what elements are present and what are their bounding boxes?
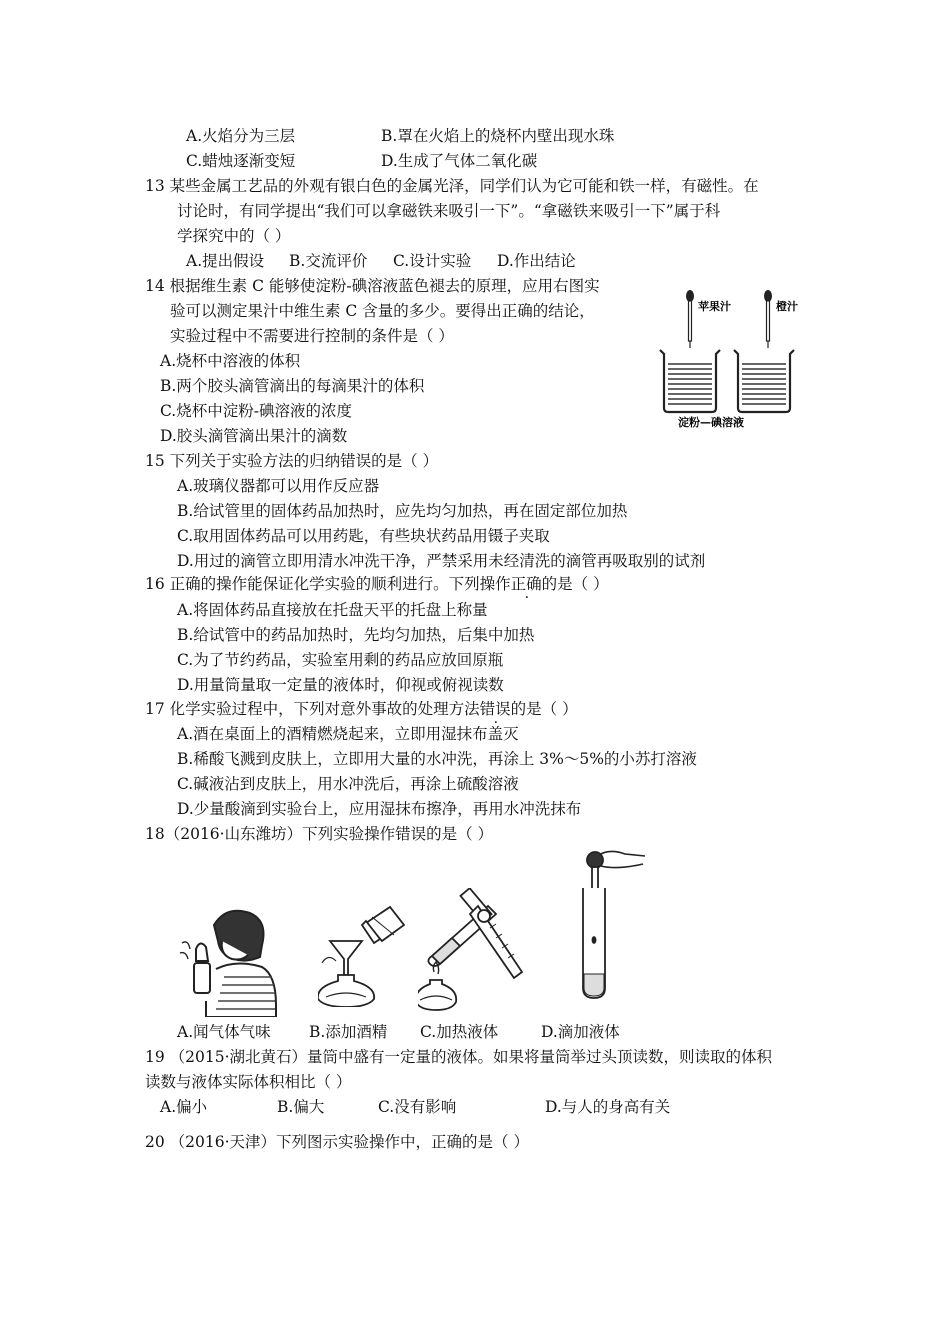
q16-option-c: C.为了节约药品，实验室用剩的药品应放回原瓶 xyxy=(177,651,504,669)
q19-option-b: B.偏大 xyxy=(277,1098,325,1116)
q16-stem-end: 的是（ ） xyxy=(541,575,609,593)
q14-option-a: A.烧杯中溶液的体积 xyxy=(160,352,301,370)
funnel-icon xyxy=(330,941,362,975)
q19-option-a: A.偏小 xyxy=(160,1098,208,1116)
q15-option-c: C.取用固体药品可以用药匙，有些块状药品用镊子夹取 xyxy=(177,527,550,545)
q14-beaker-figure xyxy=(652,282,812,432)
q17-option-a: A.酒在桌面上的酒精燃烧起来，立即用湿抹布盖灭 xyxy=(177,725,519,743)
q18-figure-c-heat-liquid xyxy=(418,888,528,1013)
q18-figure-d-drop-liquid xyxy=(565,848,645,1000)
q16-option-b: B.给试管中的药品加热时，先均匀加热，后集中加热 xyxy=(177,626,535,644)
q19-stem-line1: 19 （2015·湖北黄石）量筒中盛有一定量的液体。如果将量筒举过头顶读数，则读取的体积 xyxy=(145,1048,773,1066)
person-icon xyxy=(180,911,276,1017)
dropper-icon xyxy=(686,290,694,348)
q18-option-b: B.添加酒精 xyxy=(309,1023,388,1041)
hand-icon xyxy=(597,851,645,867)
alcohol-lamp-icon xyxy=(418,962,456,1010)
bottle-icon xyxy=(362,907,404,943)
q12-option-b: B.罩在火焰上的烧杯内壁出现水珠 xyxy=(381,127,615,145)
q17-stem-text: 17 化学实验过程中，下列对意外事故的处理方法 xyxy=(145,700,480,718)
beaker-icon xyxy=(734,350,794,412)
q17-option-b: B.稀酸飞溅到皮肤上，立即用大量的水冲洗，再涂上 3%～5%的小苏打溶液 xyxy=(177,750,697,768)
q18-option-c: C.加热液体 xyxy=(420,1023,499,1041)
q19-stem-line2: 读数与液体实际体积相比（ ） xyxy=(145,1073,352,1091)
q14-option-d: D.胶头滴管滴出果汁的滴数 xyxy=(160,427,348,445)
fig-label-starch-iodine: 淀粉—碘溶液 xyxy=(678,416,744,429)
q12-option-c: C.蜡烛逐渐变短 xyxy=(186,152,296,170)
q13-stem-line1: 13 某些金属工艺品的外观有银白色的金属光泽，同学们认为它可能和铁一样，有磁性。在 xyxy=(145,177,759,195)
q14-stem-line3: 实验过程中不需要进行控制的条件是（ ） xyxy=(170,327,454,345)
q15-option-a: A.玻璃仪器都可以用作反应器 xyxy=(177,477,380,495)
q15-option-b: B.给试管里的固体药品加热时，应先均匀加热，再在固定部位加热 xyxy=(177,502,628,520)
q15-stem: 15 下列关于实验方法的归纳错误的是（ ） xyxy=(145,452,439,470)
q13-option-c: C.设计实验 xyxy=(393,252,472,270)
q13-stem-line2: 讨论时，有同学提出“我们可以拿磁铁来吸引一下”。“拿磁铁来吸引一下”属于科 xyxy=(177,202,721,220)
q16-option-d: D.用量筒量取一定量的液体时，仰视或俯视读数 xyxy=(177,676,504,694)
q12-option-d: D.生成了气体二氧化碳 xyxy=(381,152,538,170)
q18-figure-a-smell xyxy=(176,905,286,1017)
q13-option-a: A.提出假设 xyxy=(186,252,265,270)
q13-option-d: D.作出结论 xyxy=(497,252,576,270)
q17-option-d: D.少量酸滴到实验台上，应用湿抹布擦净，再用水冲洗抹布 xyxy=(177,800,582,818)
q18-option-d: D.滴加液体 xyxy=(541,1023,620,1041)
q16-emphasis: 正确 xyxy=(510,575,542,593)
q14-option-b: B.两个胶头滴管滴出的每滴果汁的体积 xyxy=(160,377,425,395)
q17-stem-end: 的是（ ） xyxy=(510,700,578,718)
q18-stem: 18（2016·山东潍坊）下列实验操作错误的是（ ） xyxy=(145,825,494,843)
q18-figure-b-add-alcohol xyxy=(318,895,408,1007)
q16-option-a: A.将固体药品直接放在托盘天平的托盘上称量 xyxy=(177,601,488,619)
q14-stem-line2: 验可以测定果汁中维生素 C 含量的多少。要得出正确的结论， xyxy=(170,302,595,320)
q16-stem xyxy=(145,572,609,597)
q14-option-c: C.烧杯中淀粉-碘溶液的浓度 xyxy=(160,402,352,420)
q14-stem-line1: 14 根据维生素 C 能够使淀粉-碘溶液蓝色褪去的原理，应用右图实 xyxy=(145,277,600,295)
test-tube-icon xyxy=(583,888,605,998)
q19-option-d: D.与人的身高有关 xyxy=(545,1098,671,1116)
q19-option-c: C.没有影响 xyxy=(378,1098,457,1116)
q18-option-a: A.闻气体气味 xyxy=(177,1023,271,1041)
q16-stem-text: 16 正确的操作能保证化学实验的顺利进行。下列操作 xyxy=(145,575,511,593)
q17-option-c: C.碱液沾到皮肤上，用水冲洗后，再涂上硫酸溶液 xyxy=(177,775,519,793)
q17-stem xyxy=(145,697,578,722)
beaker-icon xyxy=(660,350,720,412)
q17-emphasis: 错误 xyxy=(479,700,511,718)
q13-option-b: B.交流评价 xyxy=(289,252,368,270)
q15-option-d: D.用过的滴管立即用清水冲洗干净，严禁采用未经清洗的滴管再吸取别的试剂 xyxy=(177,552,706,570)
dropper-icon xyxy=(764,290,772,348)
fig-label-orange-juice: 橙汁 xyxy=(776,300,798,313)
q12-option-a: A.火焰分为三层 xyxy=(186,127,296,145)
q20-stem: 20 （2016·天津）下列图示实验操作中，正确的是（ ） xyxy=(145,1133,529,1151)
fig-label-apple-juice: 苹果汁 xyxy=(698,300,731,313)
q13-stem-line3: 学探究中的（ ） xyxy=(177,227,291,245)
